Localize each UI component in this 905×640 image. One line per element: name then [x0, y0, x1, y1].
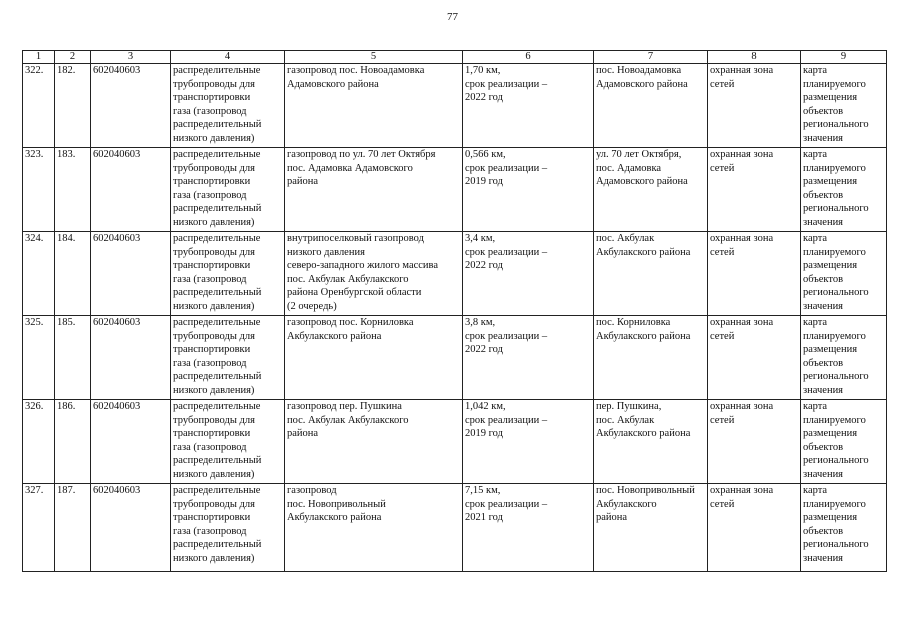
object-type-cell: распределительные трубопроводы для транспортировки газа (газопровод распределительный низкого давления): [171, 232, 285, 316]
location-cell: ул. 70 лет Октября, пос. Адамовка Адамовского района: [594, 148, 708, 232]
sub-number-cell: 185.: [55, 316, 91, 400]
table-row: [23, 400, 887, 484]
object-type-cell: распределительные трубопроводы для транспортировки газа (газопровод распределительный низкого давления): [171, 484, 285, 572]
column-header: 4: [171, 51, 285, 64]
code-cell: 602040603: [91, 232, 171, 316]
note-cell: карта планируемого размещения объектов регионального значения: [801, 400, 887, 484]
row-number-cell: 323.: [23, 148, 55, 232]
zone-cell: охранная зона сетей: [708, 148, 801, 232]
parameters-cell: 3,4 км, срок реализации – 2022 год: [463, 232, 594, 316]
header-row: [23, 51, 887, 64]
row-number-cell: 324.: [23, 232, 55, 316]
table-row: [23, 484, 887, 572]
object-name-cell: газопровод пос. Корниловка Акбулакского района: [285, 316, 463, 400]
zone-cell: охранная зона сетей: [708, 400, 801, 484]
page-number: 77: [447, 11, 458, 23]
sub-number-cell: 182.: [55, 64, 91, 148]
location-cell: пер. Пушкина, пос. Акбулак Акбулакского района: [594, 400, 708, 484]
code-cell: 602040603: [91, 484, 171, 572]
column-header: 6: [463, 51, 594, 64]
location-cell: пос. Новоадамовка Адамовского района: [594, 64, 708, 148]
row-number-cell: 322.: [23, 64, 55, 148]
object-type-cell: распределительные трубопроводы для транспортировки газа (газопровод распределительный низкого давления): [171, 64, 285, 148]
sub-number-cell: 184.: [55, 232, 91, 316]
table-row: [23, 232, 887, 316]
code-cell: 602040603: [91, 148, 171, 232]
zone-cell: охранная зона сетей: [708, 64, 801, 148]
table-row: [23, 316, 887, 400]
column-header: 9: [801, 51, 887, 64]
object-name-cell: газопровод пос. Новоадамовка Адамовского района: [285, 64, 463, 148]
parameters-cell: 3,8 км, срок реализации – 2022 год: [463, 316, 594, 400]
location-cell: пос. Корниловка Акбулакского района: [594, 316, 708, 400]
zone-cell: охранная зона сетей: [708, 484, 801, 572]
row-number-cell: 326.: [23, 400, 55, 484]
column-header: 5: [285, 51, 463, 64]
object-name-cell: газопровод пер. Пушкина пос. Акбулак Акбулакского района: [285, 400, 463, 484]
note-cell: карта планируемого размещения объектов регионального значения: [801, 64, 887, 148]
object-type-cell: распределительные трубопроводы для транспортировки газа (газопровод распределительный низкого давления): [171, 316, 285, 400]
location-cell: пос. Акбулак Акбулакского района: [594, 232, 708, 316]
zone-cell: охранная зона сетей: [708, 316, 801, 400]
zone-cell: охранная зона сетей: [708, 232, 801, 316]
row-number-cell: 327.: [23, 484, 55, 572]
object-name-cell: газопровод пос. Новопривольный Акбулакского района: [285, 484, 463, 572]
location-cell: пос. Новопривольный Акбулакского района: [594, 484, 708, 572]
table-row: [23, 148, 887, 232]
parameters-cell: 1,70 км, срок реализации – 2022 год: [463, 64, 594, 148]
column-header: 7: [594, 51, 708, 64]
object-name-cell: газопровод по ул. 70 лет Октября пос. Адамовка Адамовского района: [285, 148, 463, 232]
object-name-cell: внутрипоселковый газопровод низкого давления северо-западного жилого массива пос. Акбулак Акбулакского района Оренбургской области (2 очередь): [285, 232, 463, 316]
column-header: 8: [708, 51, 801, 64]
objects-table: [22, 50, 887, 572]
note-cell: карта планируемого размещения объектов регионального значения: [801, 484, 887, 572]
parameters-cell: 0,566 км, срок реализации – 2019 год: [463, 148, 594, 232]
code-cell: 602040603: [91, 316, 171, 400]
sub-number-cell: 183.: [55, 148, 91, 232]
column-header: 3: [91, 51, 171, 64]
object-type-cell: распределительные трубопроводы для транспортировки газа (газопровод распределительный низкого давления): [171, 400, 285, 484]
parameters-cell: 7,15 км, срок реализации – 2021 год: [463, 484, 594, 572]
column-header: 1: [23, 51, 55, 64]
object-type-cell: распределительные трубопроводы для транспортировки газа (газопровод распределительный низкого давления): [171, 148, 285, 232]
sub-number-cell: 186.: [55, 400, 91, 484]
note-cell: карта планируемого размещения объектов регионального значения: [801, 316, 887, 400]
code-cell: 602040603: [91, 400, 171, 484]
sub-number-cell: 187.: [55, 484, 91, 572]
column-header: 2: [55, 51, 91, 64]
row-number-cell: 325.: [23, 316, 55, 400]
parameters-cell: 1,042 км, срок реализации – 2019 год: [463, 400, 594, 484]
note-cell: карта планируемого размещения объектов регионального значения: [801, 148, 887, 232]
table-row: [23, 64, 887, 148]
note-cell: карта планируемого размещения объектов регионального значения: [801, 232, 887, 316]
code-cell: 602040603: [91, 64, 171, 148]
